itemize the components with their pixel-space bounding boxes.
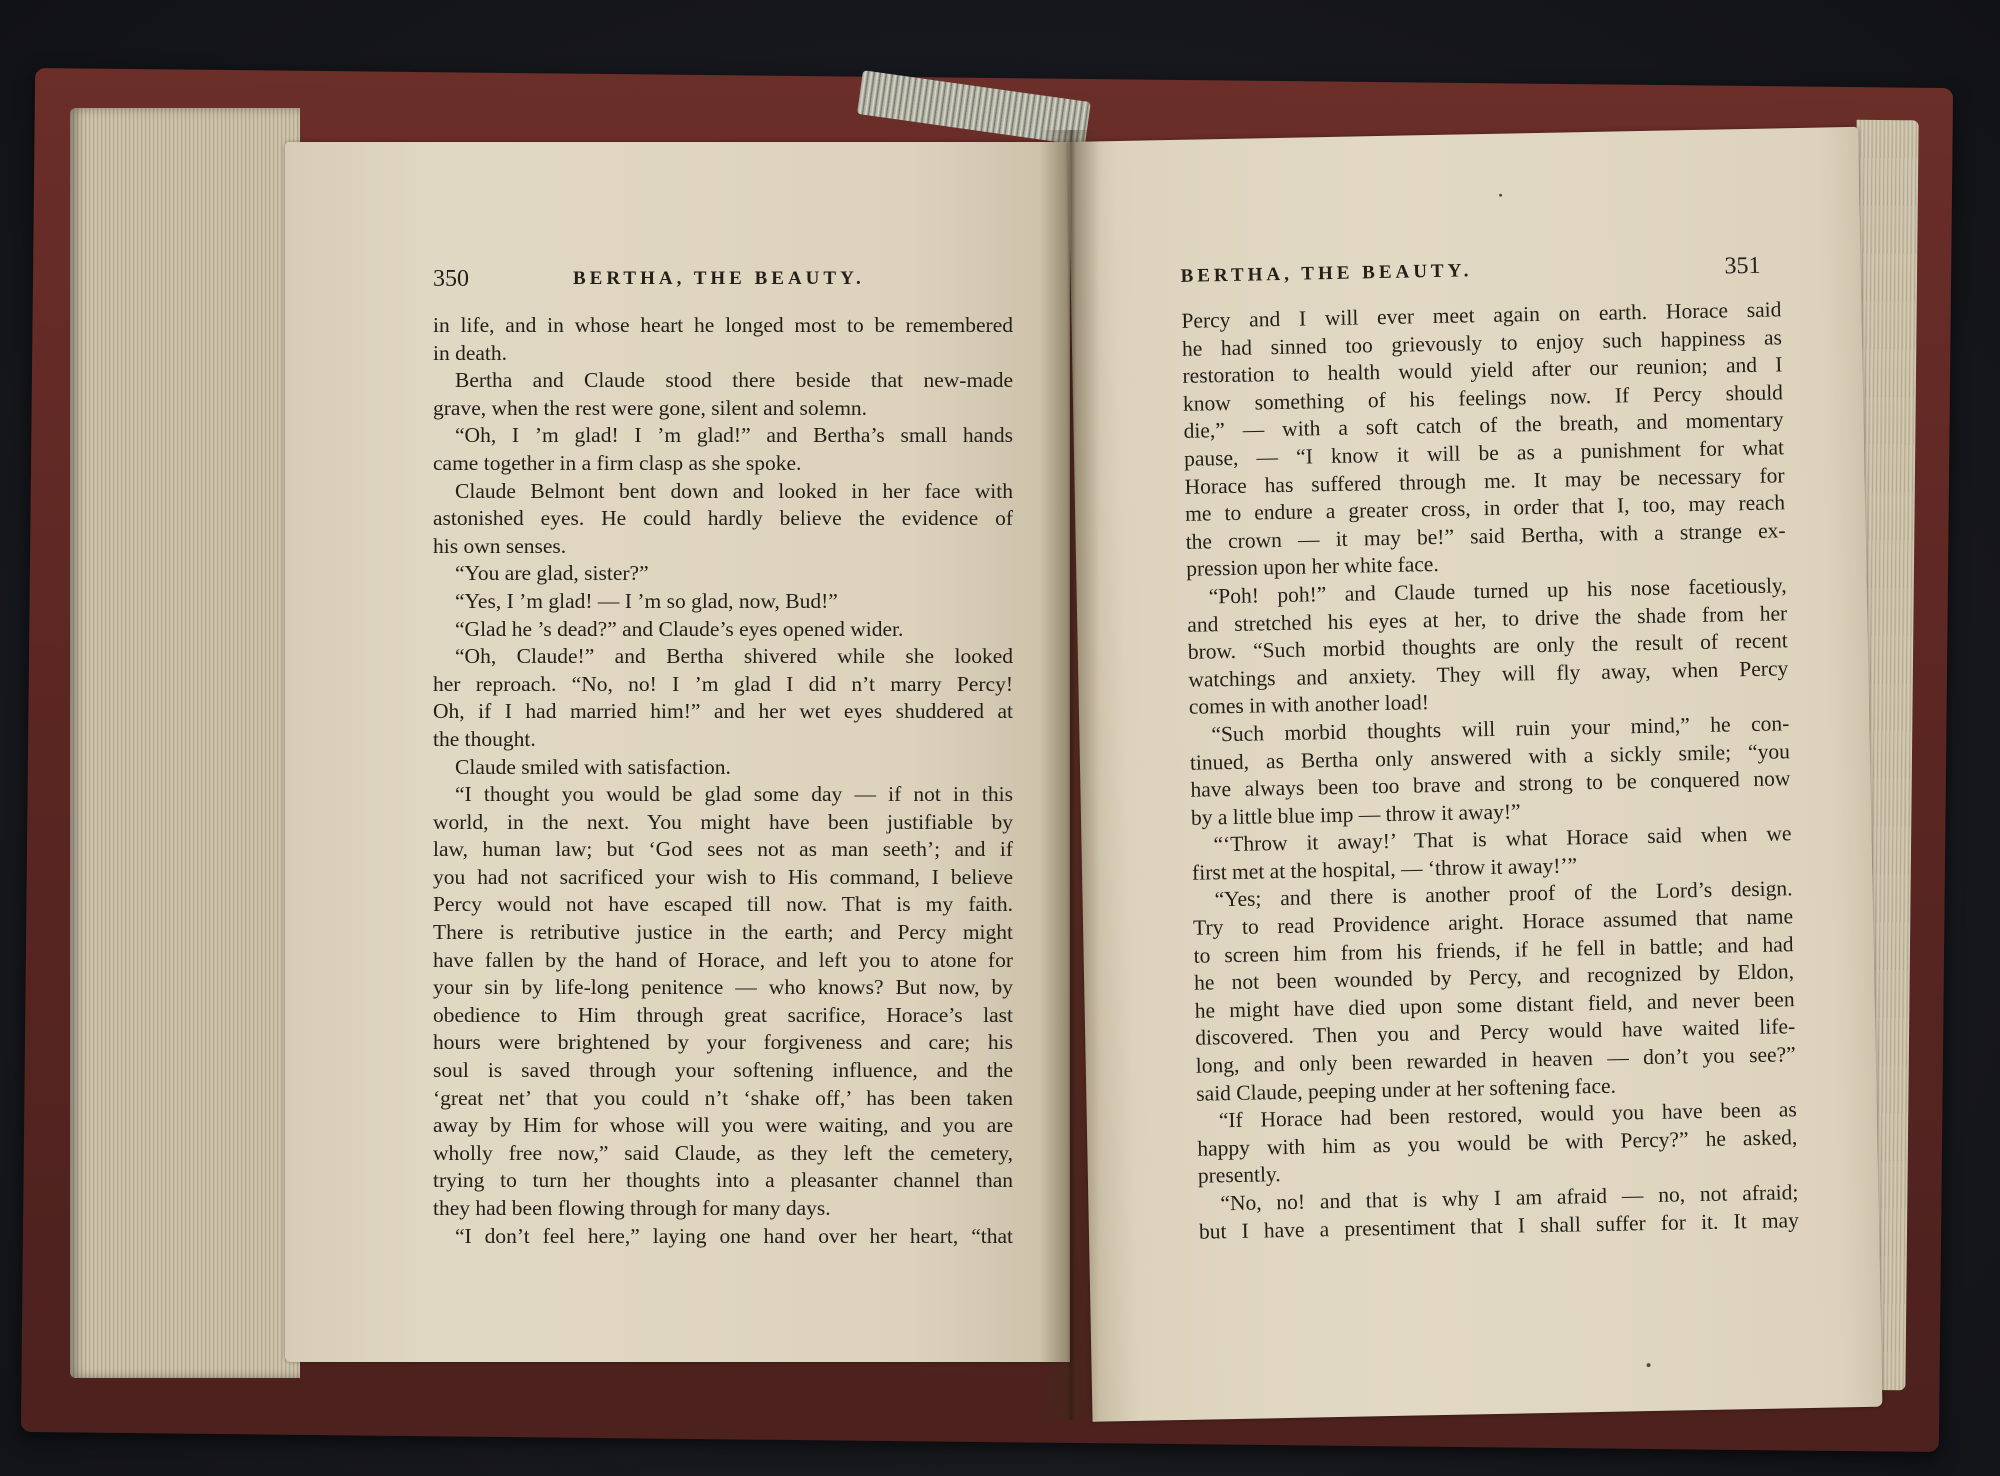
- text-line: in death.: [433, 340, 508, 365]
- text-line: discovered. Then you and Percy would have waited life-: [1194, 1014, 1796, 1051]
- text-line: long, and only been rewarded in heaven — don’t you see?”: [1195, 1042, 1796, 1078]
- text-line: “I thought you would be glad some day — if not in this: [455, 782, 1013, 807]
- text-line: happy with him as you would be with Percy?” he asked,: [1197, 1124, 1798, 1161]
- text-line: “Oh, I ’m glad! I ’m glad!” and Bertha’s small hands: [455, 423, 1013, 448]
- right-page: [1068, 127, 1882, 1422]
- text-line: obedience to Him through great sacrifice, Horace’s last: [433, 1002, 1013, 1027]
- text-line: “I don’t feel here,” laying one hand over her heart, “that: [455, 1223, 1013, 1248]
- text-line: the thought.: [433, 726, 536, 751]
- text-line: law, human law; but ‘God sees not as man seeth’; and if: [433, 837, 1013, 862]
- text-line: There is retributive justice in the earth; and Percy might: [433, 920, 1013, 945]
- right-page-number: 351: [1724, 252, 1761, 280]
- text-line: Horace has suffered through me. It may be necessary for: [1184, 462, 1785, 499]
- text-line: me to endure a greater cross, in order that I, too, may reach: [1184, 490, 1786, 526]
- text-line: they had been flowing through for many days.: [433, 1196, 831, 1220]
- text-line: comes in with another load!: [1188, 690, 1430, 720]
- text-line: Claude smiled with satisfaction.: [455, 754, 731, 779]
- paper-speck: [1647, 1363, 1651, 1367]
- text-line: the crown — it may be!” said Bertha, with a strange ex-: [1185, 518, 1786, 554]
- text-line: your sin by life-long penitence — who knows? But now, by: [433, 975, 1013, 1000]
- text-line: came together in a firm clasp as she spoke.: [433, 450, 802, 475]
- text-line: “No, no! and that is why I am afraid — no, not afraid;: [1220, 1180, 1799, 1216]
- text-line: away by Him for whose will you were waiting, and you are: [433, 1113, 1013, 1138]
- text-line: pause, — “I know it will be as a punishment for what: [1183, 435, 1785, 471]
- text-line: grave, when the rest were gone, silent and solemn.: [433, 395, 868, 420]
- text-line: Bertha and Claude stood there beside that new-made: [455, 368, 1013, 393]
- left-page-number: 350: [433, 266, 469, 292]
- text-line: ‘great net’ that you could n’t ‘shake off,’ has been taken: [433, 1085, 1013, 1110]
- text-line: in life, and in whose heart he longed most to be remembered: [433, 313, 1013, 337]
- text-line: and stretched his eyes at her, to drive the shade from her: [1187, 600, 1788, 637]
- text-line: have fallen by the hand of Horace, and left you to atone for: [433, 947, 1013, 972]
- text-line: trying to turn her thoughts into a pleasanter channel than: [433, 1168, 1013, 1193]
- text-line: hours were brightened by your forgiveness and care; his: [433, 1030, 1013, 1055]
- text-line: “‘Throw it away!’ That is what Horace said when we: [1213, 821, 1792, 857]
- text-line: but I have a presentiment that I shall suffer for it. It may: [1198, 1207, 1800, 1244]
- text-line: soul is saved through your softening influence, and the: [433, 1058, 1013, 1083]
- right-running-head: [1180, 253, 1760, 294]
- text-line: pression upon her white face.: [1185, 552, 1439, 582]
- left-page-edges: [70, 108, 300, 1378]
- text-line: Try to read Providence aright. Horace assumed that name: [1192, 904, 1794, 940]
- text-line: Claude Belmont bent down and looked in her face with: [455, 478, 1013, 503]
- text-line: “Yes, I ’m glad! — I ’m so glad, now, Bud!”: [455, 588, 838, 613]
- left-page-text: [433, 312, 1013, 1250]
- text-line: first met at the hospital, — ‘throw it away!’”: [1191, 853, 1578, 885]
- text-line: “You are glad, sister?”: [455, 561, 649, 586]
- text-line: Percy and I will ever meet again on earth. Horace said: [1181, 297, 1782, 333]
- text-line: her reproach. “No, no! I ’m glad I did n’t marry Percy!: [433, 671, 1013, 696]
- text-line: brow. “Such morbid thoughts are only the result of recent: [1187, 628, 1788, 664]
- text-line: you had not sacrificed your wish to His command, I believe: [433, 864, 1013, 889]
- right-running-title: BERTHA, THE BEAUTY.: [1180, 260, 1473, 287]
- left-running-title: BERTHA, THE BEAUTY.: [573, 268, 865, 289]
- text-line: Oh, if I had married him!” and her wet eyes shuddered at: [433, 699, 1013, 724]
- text-line: “Such morbid thoughts will ruin your mind,” he con-: [1211, 711, 1790, 747]
- text-line: watchings and anxiety. They will fly away, when Percy: [1188, 655, 1789, 692]
- text-line: know something of his feelings now. If Percy should: [1182, 380, 1784, 416]
- text-line: Percy would not have escaped till now. That is my faith.: [433, 892, 1013, 917]
- text-line: he not been wounded by Percy, and recognized by Eldon,: [1193, 959, 1795, 995]
- text-line: presently.: [1197, 1162, 1281, 1189]
- text-line: said Claude, peeping under at her softening face.: [1196, 1073, 1617, 1106]
- left-page: [285, 142, 1070, 1362]
- text-line: tinued, as Bertha only answered with a sickly smile; “you: [1189, 738, 1791, 775]
- text-line: to screen him from his friends, if he fell in battle; and had: [1193, 931, 1794, 968]
- right-page-text: [1181, 296, 1799, 1246]
- text-line: world, in the next. You might have been justifiable by: [433, 809, 1013, 834]
- text-line: restoration to health would yield after our reunion; and I: [1182, 352, 1783, 389]
- text-line: die,” — with a soft catch of the breath, and momentary: [1183, 407, 1784, 444]
- text-line: “If Horace had been restored, would you have been as: [1218, 1097, 1797, 1133]
- paper-speck: [1499, 194, 1502, 197]
- text-line: by a little blue imp — throw it away!”: [1190, 799, 1521, 830]
- text-line: he might have died upon some distant field, and never been: [1194, 987, 1795, 1023]
- text-line: his own senses.: [433, 533, 567, 558]
- text-line: “Poh! poh!” and Claude turned up his nose facetiously,: [1208, 573, 1787, 609]
- text-line: astonished eyes. He could hardly believe the evidence of: [433, 506, 1013, 531]
- text-line: have always been too brave and strong to be conquered now: [1190, 766, 1791, 802]
- text-line: wholly free now,” said Claude, as they left the cemetery,: [433, 1140, 1013, 1165]
- text-line: “Yes; and there is another proof of the Lord’s design.: [1214, 876, 1793, 912]
- text-line: “Glad he ’s dead?” and Claude’s eyes opened wider.: [455, 616, 904, 641]
- text-line: he had sinned too grievously to enjoy such happiness as: [1181, 324, 1783, 361]
- left-running-head: [433, 266, 1013, 296]
- text-line: “Oh, Claude!” and Bertha shivered while she looked: [455, 644, 1013, 669]
